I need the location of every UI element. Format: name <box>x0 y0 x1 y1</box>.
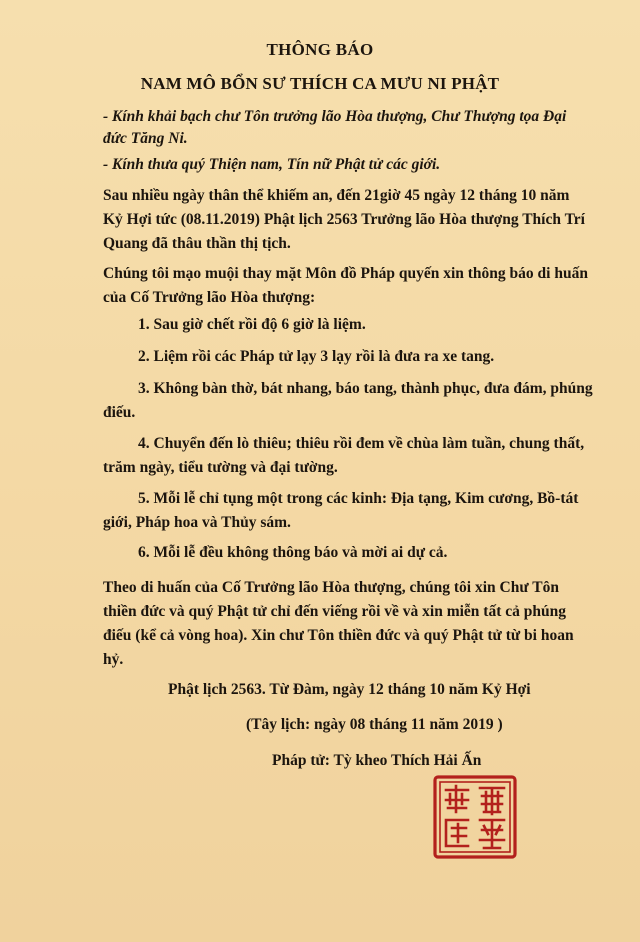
closing-paragraph: Theo di huấn của Cố Trưởng lão Hòa thượng, chúng tôi xin Chư Tôn thiền đức và quý Phật tử chỉ đến viếng rồi về và xin miễn tất cả phúng điếu (kể cả vòng hoa). Xin chư Tôn thiền đức và quý Phật tử từ bi hoan hỷ. <box>103 579 574 668</box>
instruction-item-5: 5. Mỗi lễ chỉ tụng một trong các kinh: Địa tạng, Kim cương, Bồ-tát giới, Pháp hoa và Thủy sám. <box>103 490 579 531</box>
instruction-item-4: 4. Chuyển đến lò thiêu; thiêu rồi đem về chùa làm tuần, chung thất, trăm ngày, tiểu tường và đại tường. <box>103 435 585 476</box>
instruction-item-3: 3. Không bàn thờ, bát nhang, báo tang, thành phục, đưa đám, phúng điếu. <box>103 380 593 421</box>
greeting-1: - Kính khải bạch chư Tôn trưởng lão Hòa thượng, Chư Thượng tọa Đại đức Tăng Ni. <box>103 108 567 147</box>
page-subtitle: NAM MÔ BỔN SƯ THÍCH CA MƯU NI PHẬT <box>140 74 500 93</box>
western-date: (Tây lịch: ngày 08 tháng 11 năm 2019 ) <box>246 716 503 733</box>
date-line: Phật lịch 2563. Từ Đàm, ngày 12 tháng 10 năm Kỷ Hợi <box>168 681 531 698</box>
red-seal-stamp <box>432 774 518 860</box>
page-title: THÔNG BÁO <box>266 40 374 59</box>
signature-line: Pháp tử: Tỳ kheo Thích Hải Ấn <box>272 752 482 769</box>
greeting-2: - Kính thưa quý Thiện nam, Tín nữ Phật tử các giới. <box>103 156 441 173</box>
instruction-item-2: 2. Liệm rồi các Pháp tử lạy 3 lạy rồi là đưa ra xe tang. <box>138 348 495 365</box>
instruction-item-6: 6. Mỗi lễ đều không thông báo và mời ai dự cả. <box>138 544 448 561</box>
instruction-item-1: 1. Sau giờ chết rồi độ 6 giờ là liệm. <box>138 316 366 333</box>
paragraph-intro: Chúng tôi mạo muội thay mặt Môn đồ Pháp quyến xin thông báo di huấn của Cố Trưởng lão Hòa thượng: <box>103 265 588 306</box>
paragraph-announcement: Sau nhiều ngày thân thể khiếm an, đến 21giờ 45 ngày 12 tháng 10 năm Kỷ Hợi tức (08.11.2019) Phật lịch 2563 Trưởng lão Hòa thượng Thích Trí Quang đã thâu thần thị tịch. <box>103 187 585 252</box>
